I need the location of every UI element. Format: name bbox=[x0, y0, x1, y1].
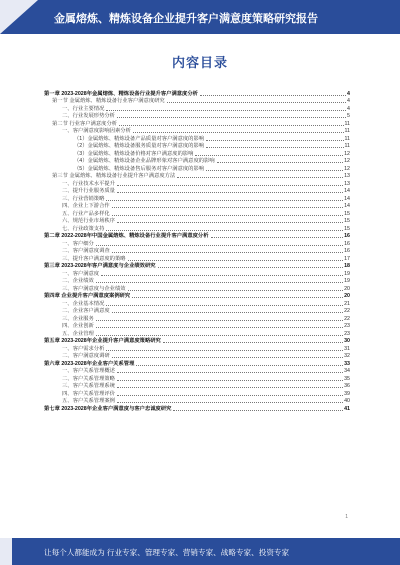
toc-leader-dots bbox=[117, 387, 343, 388]
toc-entry-text: 二、客户满意度调研 bbox=[62, 353, 110, 359]
toc-entry-page: 20 bbox=[344, 285, 350, 292]
toc-entry-page: 40 bbox=[344, 398, 350, 404]
toc-entry-page: 13 bbox=[344, 180, 350, 187]
toc-entry-text: 七、行业政策支持 bbox=[62, 225, 105, 232]
toc-leader-dots bbox=[112, 357, 343, 358]
toc-leader-dots bbox=[167, 102, 346, 103]
toc-leader-dots bbox=[112, 312, 343, 313]
footer-slogan: 让每个人都能成为 行业专家、管理专家、营销专家、战略专家、投资专家 bbox=[44, 548, 290, 557]
toc-entry-text: 第三节 金属熔炼、精炼设备行业提升客户满意度方法 bbox=[52, 173, 176, 179]
toc-entry-page: 34 bbox=[344, 368, 350, 374]
toc-entry-page: 14 bbox=[344, 188, 350, 194]
toc-entry-text: 第一节 金属熔炼、精炼设备行业客户满意度研究 bbox=[52, 98, 165, 104]
toc-entry-text: （2）金属熔炼、精炼设备服务质量对客户满意度的影响 bbox=[74, 143, 205, 149]
toc-leader-dots bbox=[119, 125, 343, 126]
toc-leader-dots bbox=[211, 237, 344, 238]
toc-entry-page: 39 bbox=[344, 390, 350, 397]
page-number: 1 bbox=[345, 514, 348, 520]
toc-entry-text: 三、企业服务 bbox=[62, 315, 94, 322]
toc-leader-dots bbox=[163, 342, 343, 343]
toc-entry-text: 六、规范行业市场秩序 bbox=[62, 218, 115, 224]
toc-leader-dots bbox=[200, 95, 346, 96]
toc-leader-dots bbox=[106, 350, 343, 351]
toc-entry-page: 11 bbox=[344, 120, 350, 127]
toc-entry-page: 13 bbox=[344, 173, 350, 179]
toc-leader-dots bbox=[101, 275, 343, 276]
toc-entry-text: 第二节 行业客户满意度分析 bbox=[52, 120, 118, 127]
toc-entry-text: 三、客户满意度与企业绩效 bbox=[62, 285, 126, 292]
toc-entry-page: 14 bbox=[344, 203, 350, 209]
toc-entry-text: 五、企业管理 bbox=[62, 330, 94, 337]
toc-entry-text: 三、提升客户满意度的策略 bbox=[62, 255, 126, 262]
toc-entry-text: 一、客户细分 bbox=[62, 240, 94, 247]
toc-entry-text: 第四章 企业提升客户满意度案例研究 bbox=[44, 293, 131, 299]
toc-entry-text: 四、客户关系管理评价 bbox=[62, 390, 115, 397]
toc-leader-dots bbox=[112, 215, 343, 216]
toc-entry-page: 22 bbox=[344, 315, 350, 322]
toc-entry-page: 16 bbox=[344, 233, 350, 239]
toc-entry-text: 一、客户需求分析 bbox=[62, 345, 105, 352]
toc-entry-page: 33 bbox=[344, 360, 350, 367]
toc-leader-dots bbox=[158, 267, 344, 268]
footer-decoration bbox=[0, 538, 12, 565]
toc-entry-page: 23 bbox=[344, 330, 350, 337]
report-title: 金属熔炼、精炼设备企业提升客户满意度策略研究报告 bbox=[54, 13, 318, 25]
toc-entry-page: 15 bbox=[344, 210, 350, 217]
toc-title: 内容目录 bbox=[171, 55, 228, 70]
toc-entry-page: 17 bbox=[344, 255, 350, 262]
toc-entry-page: 11 bbox=[344, 135, 350, 142]
toc-entry-text: 第七章 2023-2028年企业客户满意度与客户忠诚度研究 bbox=[44, 405, 172, 412]
toc-entry-text: 五、行业产品多样化 bbox=[62, 210, 110, 217]
toc-leader-dots bbox=[195, 155, 343, 156]
toc-entry-text: 二、企业客户满意度 bbox=[62, 308, 110, 314]
toc-entry-page: 16 bbox=[344, 240, 350, 247]
toc-entry-text: （5）金属熔炼、精炼设备售后服务对客户满意度的影响 bbox=[74, 165, 205, 172]
toc-leader-dots bbox=[96, 245, 343, 246]
toc-entry-text: 五、客户关系管理案例 bbox=[62, 398, 115, 404]
toc-entry-page: 35 bbox=[344, 375, 350, 382]
toc-entry-text: 四、企业创新 bbox=[62, 323, 94, 329]
toc-entry-text: 二、提升行业服务质量 bbox=[62, 188, 115, 194]
toc-entry-text: 一、企业基本情况 bbox=[62, 300, 105, 307]
toc-entry-page: 36 bbox=[344, 383, 350, 389]
toc-leader-dots bbox=[96, 282, 343, 283]
toc-entry-text: 第五章 2023-2028年企业提升客户满意度策略研究 bbox=[44, 338, 161, 344]
toc-leader-dots bbox=[136, 365, 343, 366]
toc-entry-text: 第六章 2023-2028年企业客户关系管理 bbox=[44, 360, 135, 367]
toc-entry-text: 第一章 2023-2028年金属熔炼、精炼设备行业提升客户满意度分析 bbox=[44, 90, 198, 97]
toc-entry-page: 19 bbox=[344, 278, 350, 284]
toc-entry-page: 41 bbox=[344, 405, 350, 412]
toc-entry-text: 一、客户满意度 bbox=[62, 270, 100, 277]
toc-entry-text: 第三章 2023-2028年客户满意度与企业绩效研究 bbox=[44, 263, 156, 269]
toc-entry-text: 一、客户关系管理概述 bbox=[62, 368, 115, 374]
toc-leader-dots bbox=[177, 177, 343, 178]
toc-leader-dots bbox=[217, 162, 343, 163]
toc-entry-page: 19 bbox=[344, 270, 350, 277]
toc-entry-text: 一、客户满意度影响因素分析 bbox=[62, 128, 131, 134]
toc-entry-text: 二、企业绩效 bbox=[62, 278, 94, 284]
toc-leader-dots bbox=[117, 192, 343, 193]
toc-entry-page: 11 bbox=[344, 128, 350, 134]
toc-leader-dots bbox=[106, 200, 343, 201]
toc-leader-dots bbox=[206, 170, 343, 171]
toc-entry-page: 15 bbox=[344, 218, 350, 224]
toc-entry-text: 二、客户满意度调查 bbox=[62, 248, 110, 254]
toc-entry-page: 12 bbox=[344, 150, 350, 157]
toc-entry-text: （1）金属熔炼、精炼设备产品质量对客户满意度的影响 bbox=[74, 135, 205, 142]
toc-entry-text: 四、企业上下游合作 bbox=[62, 203, 110, 209]
toc-entry-page: 4 bbox=[347, 105, 350, 112]
toc-entry-page: 14 bbox=[344, 195, 350, 202]
toc-leader-dots bbox=[117, 117, 346, 118]
toc-leader-dots bbox=[117, 395, 343, 396]
toc-leader-dots bbox=[112, 252, 343, 253]
toc-leader-dots bbox=[106, 110, 346, 111]
toc-leader-dots bbox=[117, 222, 343, 223]
toc-entry-page: 5 bbox=[347, 113, 350, 119]
toc-leader-dots bbox=[128, 260, 344, 261]
toc-entry-page: 20 bbox=[344, 293, 350, 299]
toc-entry-page: 31 bbox=[344, 345, 350, 352]
toc-entry-page: 32 bbox=[344, 353, 350, 359]
toc-leader-dots bbox=[173, 410, 343, 411]
toc-entry-page: 12 bbox=[344, 158, 350, 164]
toc-entry-text: 三、行业营销策略 bbox=[62, 195, 105, 202]
toc-entry-page: 15 bbox=[344, 225, 350, 232]
toc-entry-text: 二、行业发展形势分析 bbox=[62, 113, 115, 119]
toc-entry-page: 4 bbox=[347, 90, 350, 97]
toc-entry-page: 16 bbox=[344, 248, 350, 254]
toc-entry[interactable] bbox=[44, 404, 350, 412]
toc-entry-page: 18 bbox=[344, 263, 350, 269]
toc-entry-text: （4）金属熔炼、精炼设备企业品牌形象对客户满意度的影响 bbox=[74, 158, 215, 164]
toc-entry-page: 22 bbox=[344, 308, 350, 314]
toc-entry-page: 4 bbox=[347, 98, 350, 104]
toc-leader-dots bbox=[117, 185, 343, 186]
footer-bar bbox=[0, 538, 400, 565]
toc-leader-dots bbox=[117, 380, 343, 381]
header-bar bbox=[0, 0, 400, 34]
toc-entry-text: 三、客户关系管理系统 bbox=[62, 383, 115, 389]
toc-entry-page: 23 bbox=[344, 323, 350, 329]
toc-leader-dots bbox=[106, 305, 343, 306]
toc-leader-dots bbox=[112, 207, 343, 208]
toc-entry-text: （3）金属熔炼、精炼设备价格对客户满意度的影响 bbox=[74, 150, 194, 157]
toc-leader-dots bbox=[206, 147, 343, 148]
toc-entry-text: 二、客户关系管理策略 bbox=[62, 375, 115, 382]
toc-entry-page: 30 bbox=[344, 338, 350, 344]
toc-entry-page: 11 bbox=[344, 143, 350, 149]
toc-leader-dots bbox=[206, 140, 343, 141]
toc-entry-text: 第二章 2022-2028年中国金属熔炼、精炼设备行业提升客户满意度分析 bbox=[44, 233, 209, 239]
toc-leader-dots bbox=[96, 327, 343, 328]
toc-entry-text: 一、行业技术水平提升 bbox=[62, 180, 115, 187]
toc-entry-page: 21 bbox=[344, 300, 350, 307]
toc-entry-text: 一、行业主要情况 bbox=[62, 105, 105, 112]
toc-leader-dots bbox=[96, 320, 343, 321]
toc-entry-page: 12 bbox=[344, 165, 350, 172]
toc-leader-dots bbox=[128, 290, 344, 291]
toc-leader-dots bbox=[132, 297, 343, 298]
header-decoration bbox=[0, 0, 38, 34]
toc-leader-dots bbox=[117, 372, 343, 373]
table-of-contents bbox=[44, 89, 350, 412]
